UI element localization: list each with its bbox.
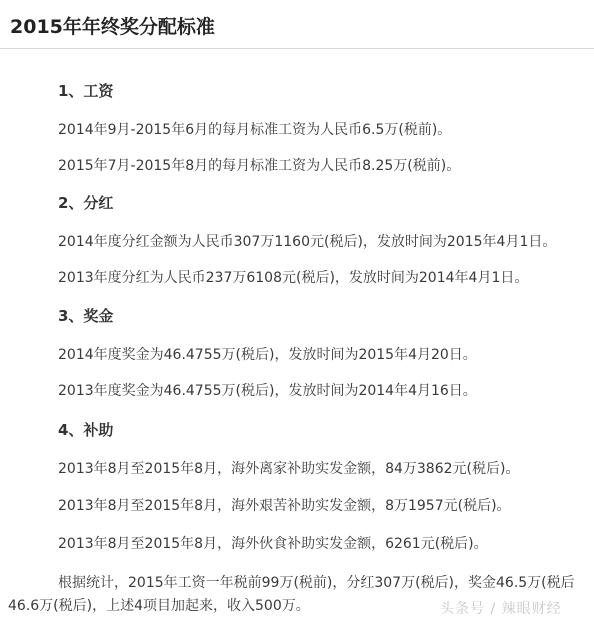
title-divider [0, 48, 594, 49]
dividend-line-1: 2014年度分红金额为人民币307万1160元(税后)，发放时间为2015年4月1日。 [58, 234, 557, 250]
summary-line-2: 46.6万(税后)，上述4项目加起来，收入500万。 [8, 598, 310, 614]
salary-line-1: 2014年9月-2015年6月的每月标准工资为人民币6.5万(税前)。 [58, 122, 452, 138]
allowance-line-1: 2013年8月至2015年8月，海外离家补助实发金额，84万3862元(税后)。 [58, 461, 520, 477]
watermark: 头条号 / 辣眼财经 [440, 601, 562, 617]
dividend-line-2: 2013年度分红为人民币237万6108元(税后)，发放时间为2014年4月1日。 [58, 270, 529, 286]
section-heading-bonus: 3、奖金 [58, 307, 114, 325]
summary-line-1: 根据统计，2015年工资一年税前99万(税前)，分红307万(税后)，奖金46.5万(税后 [58, 575, 575, 591]
page-title: 2015年年终奖分配标准 [10, 16, 215, 38]
section-heading-salary: 1、工资 [58, 82, 114, 100]
allowance-line-2: 2013年8月至2015年8月，海外艰苦补助实发金额，8万1957元(税后)。 [58, 498, 511, 514]
section-heading-dividend: 2、分红 [58, 194, 114, 212]
bonus-line-2: 2013年度奖金为46.4755万(税后)，发放时间为2014年4月16日。 [58, 383, 477, 399]
bonus-line-1: 2014年度奖金为46.4755万(税后)，发放时间为2015年4月20日。 [58, 347, 477, 363]
salary-line-2: 2015年7月-2015年8月的每月标准工资为人民币8.25万(税前)。 [58, 158, 461, 174]
section-heading-allowance: 4、补助 [58, 421, 114, 439]
allowance-line-3: 2013年8月至2015年8月，海外伙食补助实发金额，6261元(税后)。 [58, 536, 488, 552]
